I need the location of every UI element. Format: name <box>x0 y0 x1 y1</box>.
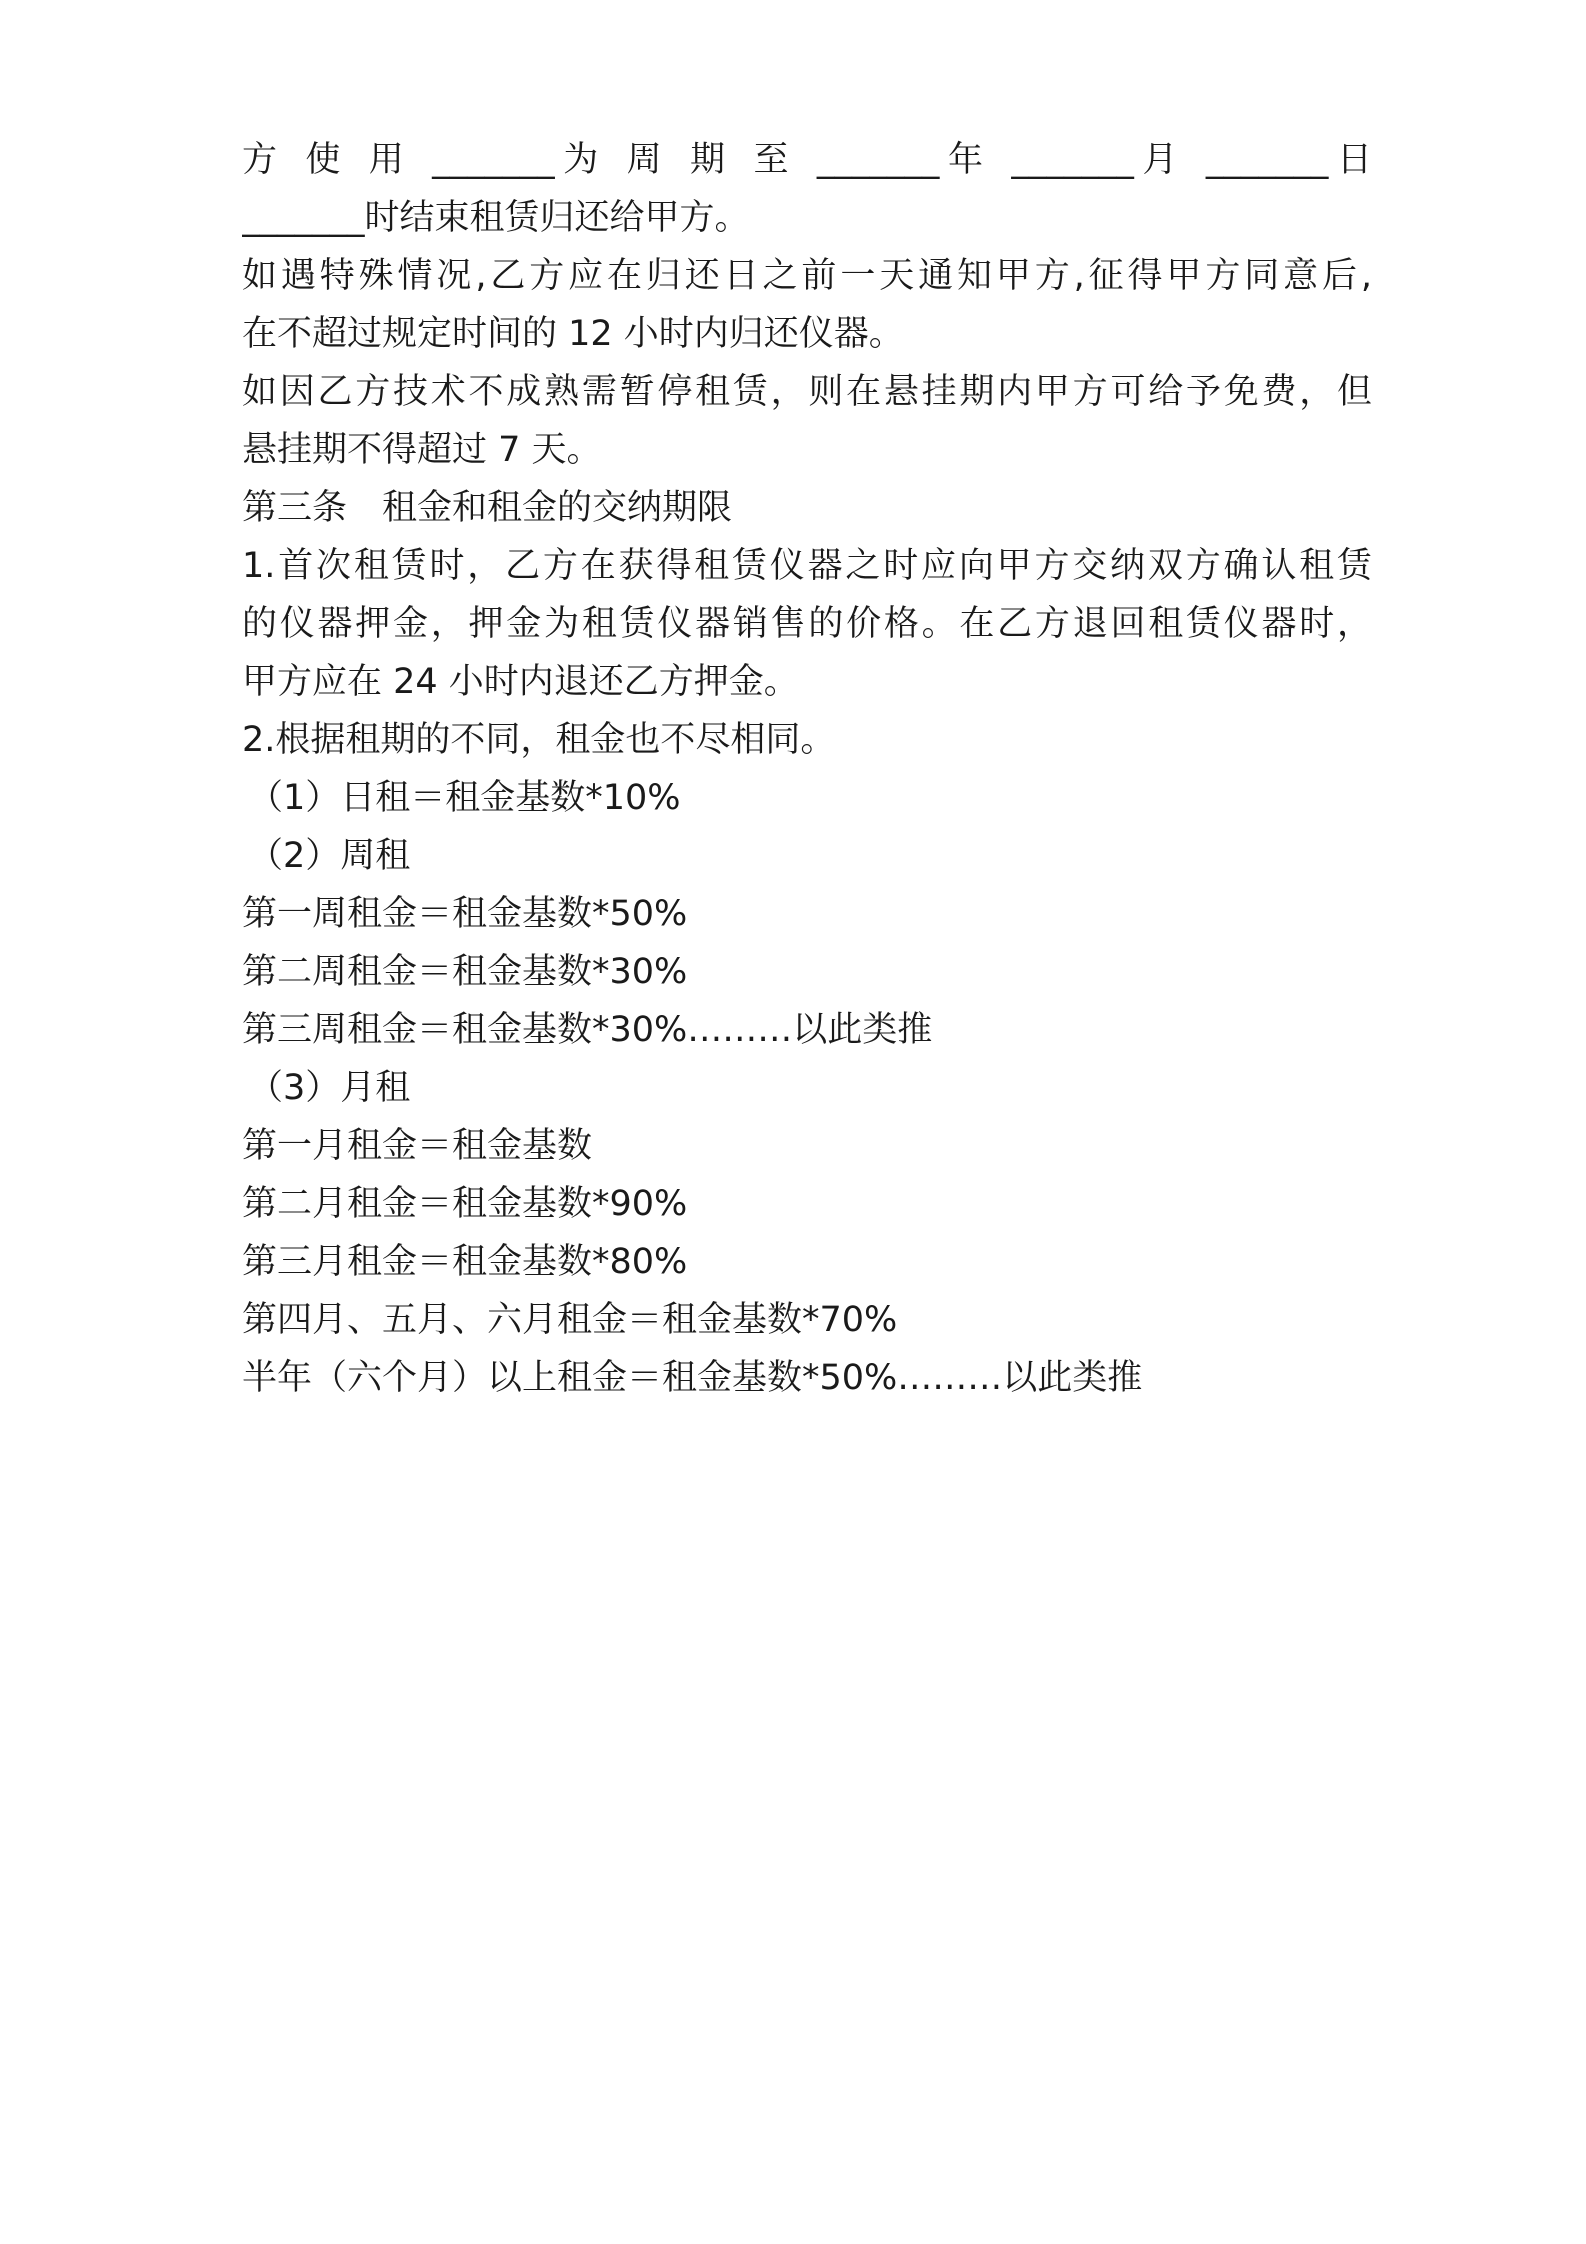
rent-rule-month-2: 第二月租金＝租金基数*90% <box>242 1184 688 1224</box>
rent-rule-week-1: 第一周租金＝租金基数*50% <box>242 894 688 934</box>
paragraph-line-rent-varies: 2.根据租期的不同，租金也不尽相同。 <box>242 720 836 760</box>
rent-rule-week-3: 第三周租金＝租金基数*30%………以此类推 <box>242 1010 933 1050</box>
paragraph-line-return-within-12h: 在不超过规定时间的 12 小时内归还仪器。 <box>242 314 904 354</box>
rent-rule-month-3: 第三月租金＝租金基数*80% <box>242 1242 688 1282</box>
section-heading-article-3: 第三条 租金和租金的交纳期限 <box>242 488 733 528</box>
list-item-daily-rent: （1）日租＝租金基数*10% <box>248 778 681 818</box>
paragraph-line-deposit-2: 的仪器押金，押金为租赁仪器销售的价格。在乙方退回租赁仪器时， <box>242 604 1372 644</box>
paragraph-line-deposit-refund: 甲方应在 24 小时内退还乙方押金。 <box>242 662 799 702</box>
paragraph-line-return-time: _______时结束租赁归还给甲方。 <box>242 198 750 238</box>
paragraph-line-suspension: 如因乙方技术不成熟需暂停租赁，则在悬挂期内甲方可给予免费，但 <box>242 372 1372 412</box>
paragraph-line-rental-period: 方 使 用 _______为 周 期 至 _______年 _______月 _______日 <box>242 140 1372 180</box>
rent-rule-week-2: 第二周租金＝租金基数*30% <box>242 952 688 992</box>
rent-rule-half-year: 半年（六个月）以上租金＝租金基数*50%………以此类推 <box>242 1358 1143 1398</box>
list-item-weekly-rent: （2）周租 <box>248 836 411 876</box>
list-item-monthly-rent: （3）月租 <box>248 1068 411 1108</box>
paragraph-line-deposit-1: 1.首次租赁时，乙方在获得租赁仪器之时应向甲方交纳双方确认租赁 <box>242 546 1372 586</box>
paragraph-line-suspension-limit: 悬挂期不得超过 7 天。 <box>242 430 602 470</box>
rent-rule-month-1: 第一月租金＝租金基数 <box>242 1126 593 1166</box>
paragraph-line-special-circumstances: 如遇特殊情况,乙方应在归还日之前一天通知甲方,征得甲方同意后, <box>242 256 1372 296</box>
rent-rule-months-4-6: 第四月、五月、六月租金＝租金基数*70% <box>242 1300 898 1340</box>
